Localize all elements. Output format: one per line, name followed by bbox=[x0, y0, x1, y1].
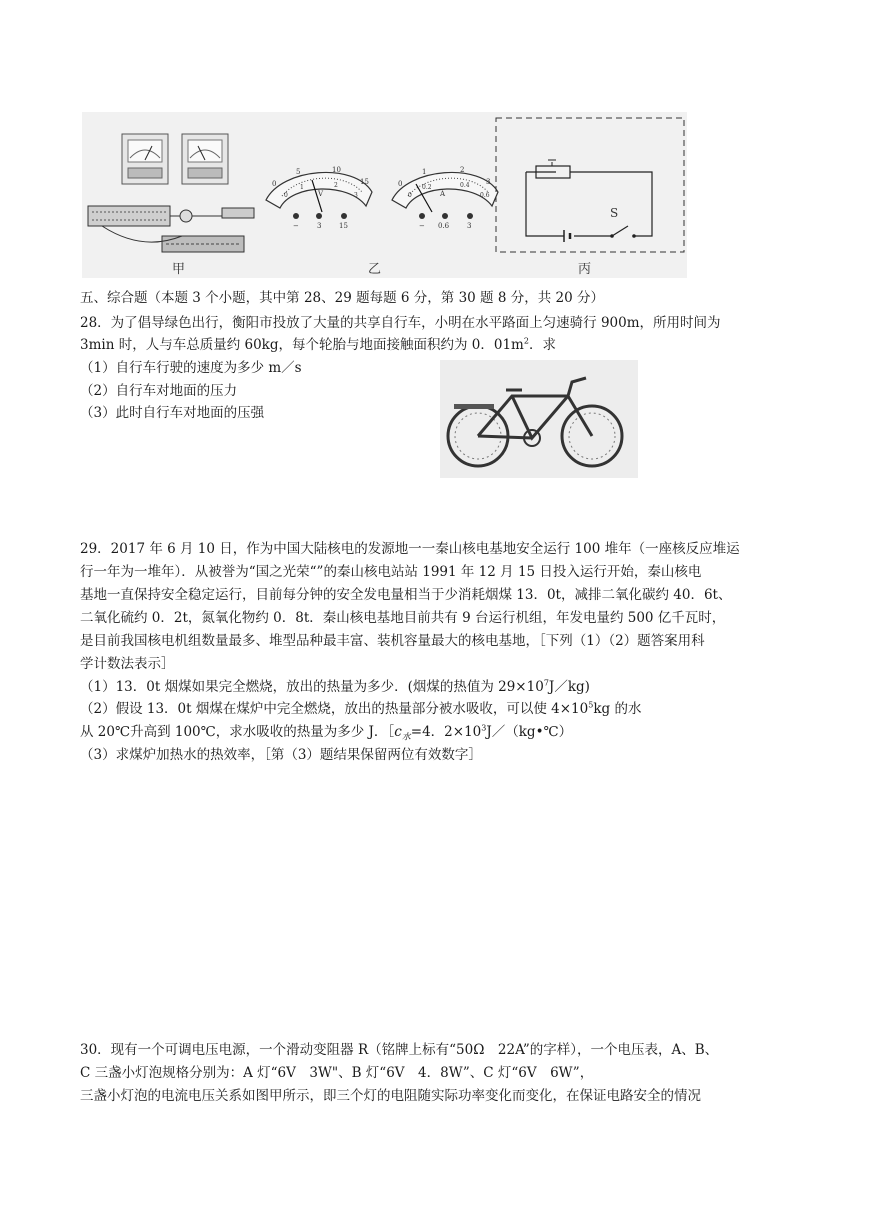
voltmeter-terminal-15: 15 bbox=[339, 222, 348, 230]
voltmeter-inner-0: 0 bbox=[284, 192, 288, 199]
ammeter-scale-3: 3 bbox=[486, 178, 491, 186]
q28-line-2-text: 3min 时，人与车总质量约 60kg，每个轮胎与地面接触面积约为 0．01m bbox=[80, 337, 524, 353]
bicycle-image bbox=[440, 360, 638, 478]
ammeter-inner-02: 0.2 bbox=[422, 184, 432, 191]
q29-part-2-exponent: 5 bbox=[588, 700, 594, 710]
ammeter-scale-1: 1 bbox=[422, 168, 427, 176]
q29-part-1-text: （1）13．0t 烟煤如果完全燃烧，放出的热量为多少．(烟煤的热值为 29×10 bbox=[80, 679, 544, 695]
label-jia: 甲 bbox=[172, 262, 186, 277]
ammeter-terminal-3: 3 bbox=[467, 222, 472, 230]
q29-part-2-end: kg 的水 bbox=[593, 701, 642, 717]
voltmeter-inner-1: 1 bbox=[300, 184, 304, 191]
q29-part-2 bbox=[80, 700, 641, 718]
section-heading: 五、综合题（本题 3 个小题，其中第 28、29 题每题 6 分，第 30 题 8 分，共 20 分） bbox=[80, 290, 604, 306]
ammeter-inner-06: 0.6 bbox=[480, 192, 490, 199]
voltmeter-scale-0: 0 bbox=[272, 180, 277, 188]
q29-part-2-text: （2）假设 13．0t 烟煤在煤炉中完全燃烧，放出的热量部分被水吸收，可以使 4×10 bbox=[80, 701, 589, 717]
q29-part-3: （3）求煤炉加热水的热效率，［第（3）题结果保留两位有效数字］ bbox=[80, 747, 482, 763]
voltmeter-terminal-3: 3 bbox=[317, 222, 322, 230]
voltmeter-scale-5: 5 bbox=[296, 168, 301, 176]
voltmeter-inner-2: 2 bbox=[334, 182, 338, 189]
voltmeter-terminal-neg: − bbox=[293, 222, 299, 230]
q29-part-2-cont: 从 20℃升高到 100℃，求水吸收的热量为多少 J．［ bbox=[80, 724, 395, 740]
voltmeter-scale-15: 15 bbox=[360, 178, 369, 186]
q29-line-4: 二氧化硫约 0．2t，氮氧化物约 0．8t．秦山核电基地目前共有 9 台运行机组，年发电量约 500 亿千瓦时， bbox=[80, 610, 726, 626]
q29-line-5: 是目前我国核电机组数量最多、堆型品种最丰富、装机容量最大的核电基地，［下列（1）（2）题答案用科 bbox=[80, 633, 705, 649]
voltmeter-inner-3: 3 bbox=[354, 192, 358, 199]
q29-specific-heat-symbol: c bbox=[394, 724, 402, 740]
q28-part-2: （2）自行车对地面的压力 bbox=[80, 383, 238, 399]
label-bing: 丙 bbox=[578, 262, 592, 277]
ammeter-terminal-neg: − bbox=[419, 222, 425, 230]
apparatus-photo bbox=[82, 112, 687, 278]
voltmeter-scale-10: 10 bbox=[332, 166, 341, 174]
ammeter-scale-2: 2 bbox=[460, 166, 465, 174]
q29-part-1-end: J／kg) bbox=[548, 679, 590, 695]
q30-line-2: C 三盏小灯泡规格分别为：A 灯“6V 3W"、B 灯“6V 4．8W”、C 灯“6V 6W”， bbox=[80, 1065, 594, 1081]
switch-label: S bbox=[610, 206, 619, 220]
label-yi: 乙 bbox=[368, 262, 382, 277]
q28-line-2 bbox=[80, 336, 556, 354]
bicycle-icon bbox=[440, 360, 638, 478]
q29-specific-heat-unit: J／（kg•℃） bbox=[486, 724, 573, 740]
q30-line-3: 三盏小灯泡的电流电压关系如图甲所示，即三个灯的电阻随实际功率变化而变化，在保证电路安全的情况 bbox=[80, 1088, 701, 1104]
q29-line-3: 基地一直保持安全稳定运行，目前每分钟的安全发电量相当于少消耗烟煤 13．0t，减排二氧化碳约 40．6t、 bbox=[80, 587, 732, 603]
figure-strip bbox=[82, 112, 687, 278]
q29-line-6: 学计数法表示］ bbox=[80, 656, 175, 672]
ammeter-scale-0: 0 bbox=[398, 180, 403, 188]
q29-part-1 bbox=[80, 678, 590, 696]
q30-line-1: 30．现有一个可调电压电源，一个滑动变阻器 R（铭牌上标有“50Ω 22A”的字样），一个电压表，A、B、 bbox=[80, 1042, 719, 1058]
ammeter-unit: A bbox=[440, 190, 446, 198]
q29-specific-heat-exponent: 3 bbox=[481, 723, 487, 733]
q28-part-3: （3）此时自行车对地面的压强 bbox=[80, 405, 265, 421]
q28-line-2-end: ．求 bbox=[528, 337, 556, 353]
ammeter-terminal-06: 0.6 bbox=[438, 222, 450, 230]
q28-part-1: （1）自行车行驶的速度为多少 m／s bbox=[80, 360, 302, 376]
q29-line-1: 29．2017 年 6 月 10 日，作为中国大陆核电的发源地一一秦山核电基地安全运行 100 堆年（一座核反应堆运 bbox=[80, 541, 740, 557]
ammeter-inner-0: 0 bbox=[408, 192, 412, 199]
q28-area-exponent: 2 bbox=[523, 336, 529, 346]
voltmeter-unit: V bbox=[318, 190, 324, 198]
q29-part-1-exponent: 7 bbox=[543, 678, 549, 688]
q29-line-2: 行一年为一堆年）．从被誉为“国之光荣“”的秦山核电站站 1991 年 12 月 15 日投入运行开始，秦山核电 bbox=[80, 564, 702, 580]
q29-specific-heat-subscript: 水 bbox=[401, 732, 411, 743]
q28-line-1: 28．为了倡导绿色出行，衡阳市投放了大量的共享自行车，小明在水平路面上匀速骑行 900m，所用时间为 bbox=[80, 315, 721, 331]
q29-part-2-line-2 bbox=[80, 723, 572, 741]
ammeter-inner-04: 0.4 bbox=[460, 182, 470, 189]
q29-specific-heat-value: =4．2×10 bbox=[410, 724, 482, 740]
